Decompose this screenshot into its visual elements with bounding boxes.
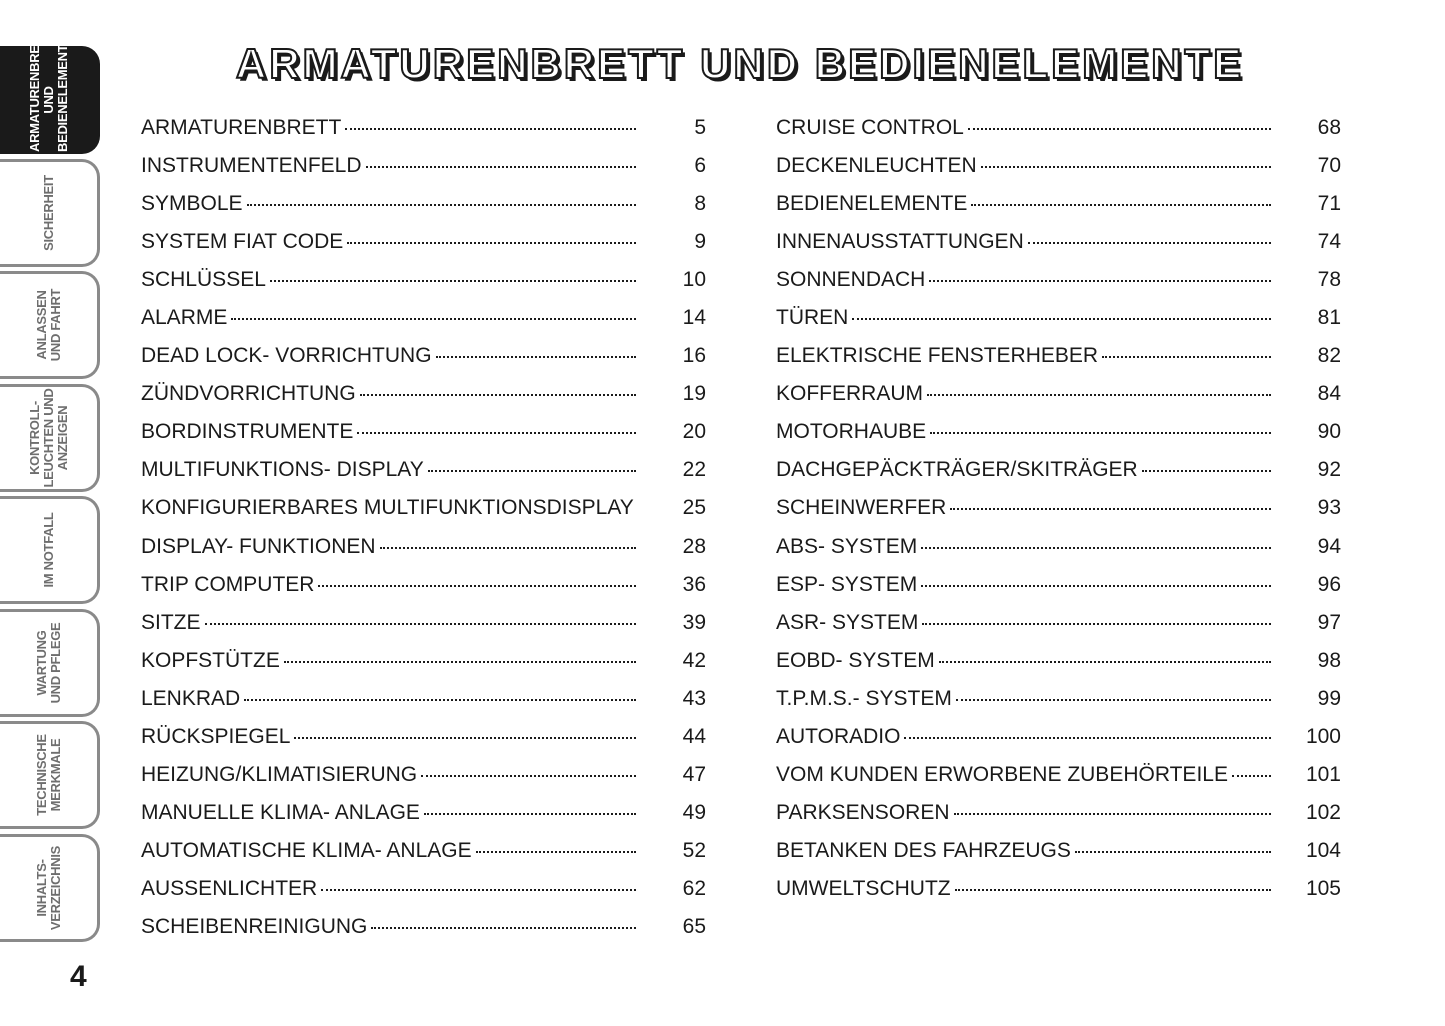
- toc-entry-label: MULTIFUNKTIONS- DISPLAY: [141, 458, 424, 482]
- toc-leader-dots: [954, 813, 1272, 815]
- toc-entry-page: 74: [1317, 230, 1341, 254]
- toc-entry-page: 93: [1317, 496, 1341, 520]
- toc-entry-label: ZÜNDVORRICHTUNG: [141, 382, 356, 406]
- toc-leader-dots: [294, 737, 636, 739]
- toc-leader-dots: [971, 204, 1271, 206]
- toc-entry-page: 84: [1317, 382, 1341, 406]
- toc-entry-page: 99: [1317, 686, 1341, 710]
- toc-entry-label: SCHLÜSSEL: [141, 268, 266, 292]
- toc-leader-dots: [921, 547, 1271, 549]
- toc-entry-label: HEIZUNG/KLIMATISIERUNG: [141, 762, 418, 786]
- toc-entry-label: RÜCKSPIEGEL: [141, 724, 291, 748]
- toc-leader-dots: [1102, 356, 1271, 358]
- toc-entry-page: 47: [682, 762, 706, 786]
- toc-leader-dots: [345, 128, 636, 130]
- toc-entry-label: DECKENLEUCHTEN: [776, 154, 977, 178]
- toc-entry-label: ASR- SYSTEM: [776, 610, 919, 634]
- toc-entry[interactable]: [776, 687, 1341, 725]
- toc-entry[interactable]: [776, 116, 1341, 154]
- toc-entry-page: 105: [1305, 876, 1341, 900]
- toc-entry[interactable]: [141, 763, 706, 801]
- chapter-tab-label: IM NOTFALL: [40, 512, 56, 588]
- toc-entry[interactable]: [776, 611, 1341, 649]
- toc-entry-page: 10: [682, 268, 706, 292]
- toc-leader-dots: [930, 432, 1271, 434]
- toc-entry[interactable]: [141, 915, 706, 953]
- toc-right-column: [776, 116, 1341, 915]
- toc-entry[interactable]: [141, 230, 706, 268]
- chapter-tab[interactable]: [0, 721, 100, 829]
- toc-leader-dots: [904, 737, 1271, 739]
- toc-leader-dots: [921, 585, 1271, 587]
- toc-entry[interactable]: [776, 420, 1341, 458]
- page-title: ARMATURENBRETT UND BEDIENELEMENTE: [235, 40, 1245, 87]
- chapter-tab-label: INHALTS- VERZEICHNIS: [33, 845, 63, 930]
- toc-leader-dots: [929, 280, 1271, 282]
- toc-entry-label: EOBD- SYSTEM: [776, 648, 935, 672]
- toc-entry-page: 68: [1317, 116, 1341, 139]
- toc-entry-page: 9: [694, 230, 706, 254]
- toc-entry[interactable]: [776, 230, 1341, 268]
- toc-entry[interactable]: [141, 344, 706, 382]
- toc-entry-label: CRUISE CONTROL: [776, 116, 964, 139]
- toc-entry[interactable]: [776, 192, 1341, 230]
- toc-entry-page: 52: [682, 838, 706, 862]
- toc-leader-dots: [956, 699, 1271, 701]
- toc-entry-page: 43: [682, 686, 706, 710]
- toc-entry[interactable]: [776, 839, 1341, 877]
- chapter-tab-label: WARTUNG UND PFLEGE: [33, 622, 63, 703]
- toc-entry[interactable]: [776, 154, 1341, 192]
- page-number: 4: [70, 960, 87, 993]
- chapter-tab[interactable]: [0, 159, 100, 267]
- toc-left-column: [141, 116, 706, 953]
- toc-entry[interactable]: [776, 344, 1341, 382]
- toc-entry-page: 20: [682, 420, 706, 444]
- toc-entry-page: 44: [682, 724, 706, 748]
- toc-entry-page: 6: [694, 154, 706, 178]
- toc-entry-page: 8: [694, 192, 706, 216]
- chapter-tab-label: TECHNISCHE MERKMALE: [33, 734, 63, 816]
- toc-entry-page: 49: [682, 800, 706, 824]
- toc-entry-label: BORDINSTRUMENTE: [141, 420, 354, 444]
- toc-entry[interactable]: [776, 763, 1341, 801]
- toc-entry-page: 97: [1317, 610, 1341, 634]
- toc-entry[interactable]: [141, 535, 706, 573]
- toc-leader-dots: [927, 394, 1271, 396]
- toc-leader-dots: [922, 623, 1271, 625]
- toc-entry[interactable]: [776, 306, 1341, 344]
- toc-entry[interactable]: [776, 268, 1341, 306]
- toc-leader-dots: [347, 242, 636, 244]
- toc-entry-label: ALARME: [141, 306, 228, 330]
- toc-leader-dots: [357, 432, 636, 434]
- toc-entry[interactable]: [141, 458, 706, 496]
- toc-entry-page: 90: [1317, 420, 1341, 444]
- toc-entry-label: DACHGEPÄCKTRÄGER/SKITRÄGER: [776, 458, 1138, 482]
- toc-leader-dots: [1028, 242, 1271, 244]
- toc-leader-dots: [852, 318, 1271, 320]
- toc-entry-page: 16: [682, 344, 706, 368]
- toc-entry-page: 81: [1317, 306, 1341, 330]
- toc-entry-page: 78: [1317, 268, 1341, 292]
- toc-leader-dots: [321, 889, 636, 891]
- toc-entry-label: LENKRAD: [141, 686, 241, 710]
- toc-entry[interactable]: [141, 839, 706, 877]
- toc-entry-label: VOM KUNDEN ERWORBENE ZUBEHÖRTEILE: [776, 762, 1228, 786]
- toc-entry-page: 104: [1305, 838, 1341, 862]
- toc-entry[interactable]: [141, 877, 706, 915]
- toc-leader-dots: [955, 889, 1271, 891]
- toc-leader-dots: [950, 508, 1271, 510]
- toc-entry-label: BETANKEN DES FAHRZEUGS: [776, 838, 1071, 862]
- toc-entry-page: 39: [682, 610, 706, 634]
- toc-entry[interactable]: [141, 611, 706, 649]
- toc-entry[interactable]: [141, 496, 706, 534]
- toc-leader-dots: [270, 280, 636, 282]
- chapter-tab-label: ARMATURENBRETT UND BEDIENELEMENTE: [26, 30, 70, 152]
- toc-entry-label: AUSSENLICHTER: [141, 876, 318, 900]
- toc-entry-page: 5: [694, 116, 706, 139]
- toc-entry-label: T.P.M.S.- SYSTEM: [776, 686, 952, 710]
- toc-entry-page: 70: [1317, 154, 1341, 178]
- toc-leader-dots: [231, 318, 636, 320]
- toc-leader-dots: [939, 661, 1271, 663]
- toc-entry-page: 71: [1317, 192, 1341, 216]
- toc-entry[interactable]: [141, 573, 706, 611]
- chapter-tab[interactable]: [0, 834, 100, 942]
- toc-entry-label: SCHEIBENREINIGUNG: [141, 914, 368, 938]
- toc-entry-page: 19: [682, 382, 706, 406]
- toc-entry-page: 101: [1305, 762, 1341, 786]
- toc-entry-label: MOTORHAUBE: [776, 420, 927, 444]
- toc-entry-label: DISPLAY- FUNKTIONEN: [141, 534, 376, 558]
- toc-entry-page: 62: [682, 876, 706, 900]
- toc-entry-label: INNENAUSSTATTUNGEN: [776, 230, 1024, 254]
- chapter-tab-label: KONTROLL- LEUCHTEN UND ANZEIGEN: [26, 388, 70, 487]
- toc-leader-dots: [284, 661, 636, 663]
- toc-entry-page: 94: [1317, 534, 1341, 558]
- chapter-tab-label: ANLASSEN UND FAHRT: [33, 288, 63, 362]
- toc-leader-dots: [1075, 851, 1271, 853]
- toc-entry[interactable]: [776, 573, 1341, 611]
- toc-leader-dots: [244, 699, 636, 701]
- toc-entry[interactable]: [141, 649, 706, 687]
- toc-entry[interactable]: [141, 192, 706, 230]
- toc-leader-dots: [371, 927, 636, 929]
- toc-leader-dots: [436, 356, 636, 358]
- toc-entry[interactable]: [776, 496, 1341, 534]
- toc-entry[interactable]: [141, 801, 706, 839]
- toc-entry[interactable]: [141, 154, 706, 192]
- toc-leader-dots: [205, 623, 636, 625]
- toc-entry-page: 22: [682, 458, 706, 482]
- toc-leader-dots: [247, 204, 636, 206]
- toc-entry-label: TÜREN: [776, 306, 849, 330]
- toc-entry-label: MANUELLE KLIMA- ANLAGE: [141, 800, 420, 824]
- toc-entry-label: TRIP COMPUTER: [141, 572, 315, 596]
- toc-entry-label: UMWELTSCHUTZ: [776, 876, 951, 900]
- toc-entry-label: ARMATURENBRETT: [141, 116, 342, 139]
- toc-entry-label: ESP- SYSTEM: [776, 572, 918, 596]
- chapter-tab[interactable]: [0, 496, 100, 604]
- toc-entry[interactable]: [141, 687, 706, 725]
- chapter-tab[interactable]: [0, 271, 100, 379]
- toc-entry-page: 100: [1305, 724, 1341, 748]
- toc-entry-label: SYMBOLE: [141, 192, 243, 216]
- toc-entry-label: SCHEINWERFER: [776, 496, 947, 520]
- toc-entry-label: ELEKTRISCHE FENSTERHEBER: [776, 344, 1099, 368]
- toc-leader-dots: [968, 128, 1271, 130]
- toc-entry[interactable]: [141, 420, 706, 458]
- toc-leader-dots: [424, 813, 636, 815]
- toc-entry[interactable]: [776, 801, 1341, 839]
- toc-leader-dots: [1142, 470, 1271, 472]
- toc-entry-label: SONNENDACH: [776, 268, 926, 292]
- chapter-tab[interactable]: [0, 30, 100, 154]
- toc-leader-dots: [476, 851, 636, 853]
- toc-entry-label: SYSTEM FIAT CODE: [141, 230, 344, 254]
- toc-entry[interactable]: [141, 306, 706, 344]
- toc-leader-dots: [428, 470, 636, 472]
- toc-leader-dots: [318, 585, 636, 587]
- toc-entry[interactable]: [776, 535, 1341, 573]
- toc-leader-dots: [380, 547, 636, 549]
- toc-entry-page: 96: [1317, 572, 1341, 596]
- toc-entry-label: SITZE: [141, 610, 201, 634]
- toc-entry[interactable]: [776, 649, 1341, 687]
- toc-entry-label: KOPFSTÜTZE: [141, 648, 280, 672]
- toc-entry-label: INSTRUMENTENFELD: [141, 154, 362, 178]
- toc-entry-label: ABS- SYSTEM: [776, 534, 918, 558]
- chapter-tab[interactable]: [0, 384, 100, 492]
- toc-entry-page: 92: [1317, 458, 1341, 482]
- toc-entry-page: 65: [682, 914, 706, 938]
- toc-leader-dots: [421, 775, 636, 777]
- toc-entry-label: PARKSENSOREN: [776, 800, 950, 824]
- toc-leader-dots: [1232, 775, 1271, 777]
- toc-entry[interactable]: [141, 116, 706, 154]
- toc-entry-page: 98: [1317, 648, 1341, 672]
- toc-entry[interactable]: [141, 382, 706, 420]
- toc-leader-dots: [366, 166, 636, 168]
- toc-leader-dots: [360, 394, 636, 396]
- toc-entry-page: 25: [682, 496, 706, 520]
- toc-entry-label: DEAD LOCK- VORRICHTUNG: [141, 344, 432, 368]
- toc-entry-page: 28: [682, 534, 706, 558]
- toc-entry-page: 102: [1305, 800, 1341, 824]
- toc-entry[interactable]: [776, 458, 1341, 496]
- toc-entry[interactable]: [776, 877, 1341, 915]
- toc-entry-page: 14: [682, 306, 706, 330]
- toc-entry-label: BEDIENELEMENTE: [776, 192, 968, 216]
- toc-entry-label: AUTOMATISCHE KLIMA- ANLAGE: [141, 838, 472, 862]
- toc-entry-label: AUTORADIO: [776, 724, 901, 748]
- toc-entry-page: 42: [682, 648, 706, 672]
- toc-entry-label: KONFIGURIERBARES MULTIFUNKTIONSDISPLAY: [141, 496, 634, 520]
- toc-entry-page: 36: [682, 572, 706, 596]
- chapter-tab[interactable]: [0, 609, 100, 717]
- toc-entry[interactable]: [141, 268, 706, 306]
- chapter-tab-label: SICHERHEIT: [40, 174, 56, 251]
- toc-entry[interactable]: [776, 725, 1341, 763]
- toc-entry[interactable]: [141, 725, 706, 763]
- toc-entry[interactable]: [776, 382, 1341, 420]
- toc-leader-dots: [981, 166, 1271, 168]
- toc-entry-page: 82: [1317, 344, 1341, 368]
- toc-entry-label: KOFFERRAUM: [776, 382, 923, 406]
